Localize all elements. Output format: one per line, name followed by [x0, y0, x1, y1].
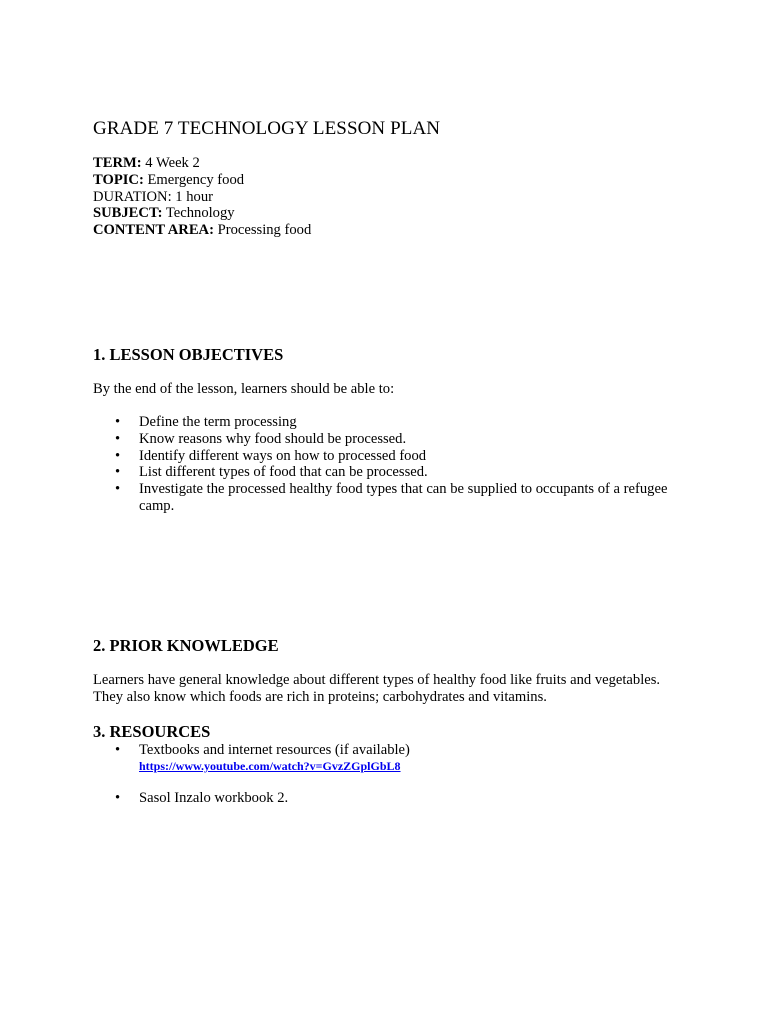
list-item-text: Textbooks and internet resources (if available) — [139, 742, 410, 758]
list-item — [93, 742, 683, 774]
bullet-icon: • — [115, 481, 121, 498]
list-item — [93, 414, 683, 431]
meta-content-area-value: Processing food — [213, 222, 312, 239]
bullet-icon: • — [115, 447, 121, 464]
meta-subject — [93, 205, 311, 222]
objectives-heading: 1. LESSON OBJECTIVES — [93, 345, 284, 364]
meta-duration-value: DURATION: 1 hour — [93, 188, 213, 205]
meta-content-area — [93, 222, 311, 239]
meta-topic-value: Emergency food — [143, 171, 245, 188]
meta-term-label: TERM: — [93, 155, 142, 171]
prior-knowledge-text: Learners have general knowledge about different types of healthy food like fruits and vegetables. They also know which foods are rich in proteins; carbohydrates and vitamins. — [93, 672, 661, 705]
list-item-text: List different types of food that can be processed. — [139, 464, 428, 481]
meta-term-value: 4 Week 2 — [141, 155, 200, 171]
list-item-text: Define the term processing — [139, 414, 297, 430]
bullet-icon: • — [115, 742, 121, 758]
meta-subject-label: SUBJECT: — [93, 205, 163, 222]
list-item — [93, 448, 683, 465]
meta-content-area-label: CONTENT AREA: — [93, 222, 214, 239]
youtube-link[interactable]: https://www.youtube.com/watch?v=GvzZGplGbL8 — [139, 758, 401, 773]
list-item-text: Know reasons why food should be processed. — [139, 430, 407, 447]
resources-list — [93, 742, 683, 807]
meta-topic-label: TOPIC: — [93, 171, 144, 188]
meta-topic — [93, 172, 311, 189]
list-item — [93, 481, 683, 515]
list-item-text: Sasol Inzalo workbook 2. — [139, 789, 289, 806]
resources-heading: 3. RESOURCES — [93, 722, 211, 741]
meta-term — [93, 155, 311, 172]
objectives-list — [93, 414, 683, 515]
objectives-intro: By the end of the lesson, learners should be able to: — [93, 381, 395, 397]
bullet-icon: • — [115, 430, 121, 447]
meta-subject-value: Technology — [162, 205, 235, 222]
bullet-icon: • — [115, 789, 121, 806]
document-title: GRADE 7 TECHNOLOGY LESSON PLAN — [93, 118, 441, 139]
bullet-icon: • — [115, 414, 121, 430]
list-item-text: Investigate the processed healthy food types that can be supplied to occupants of a refugee camp. — [139, 481, 668, 514]
prior-knowledge-heading: 2. PRIOR KNOWLEDGE — [93, 636, 279, 655]
bullet-icon: • — [115, 464, 121, 481]
list-item — [93, 790, 683, 807]
list-item-text: Identify different ways on how to processed food — [139, 447, 427, 464]
list-item — [93, 431, 683, 448]
lesson-meta — [93, 155, 311, 239]
list-item — [93, 464, 683, 481]
meta-duration — [93, 189, 311, 206]
